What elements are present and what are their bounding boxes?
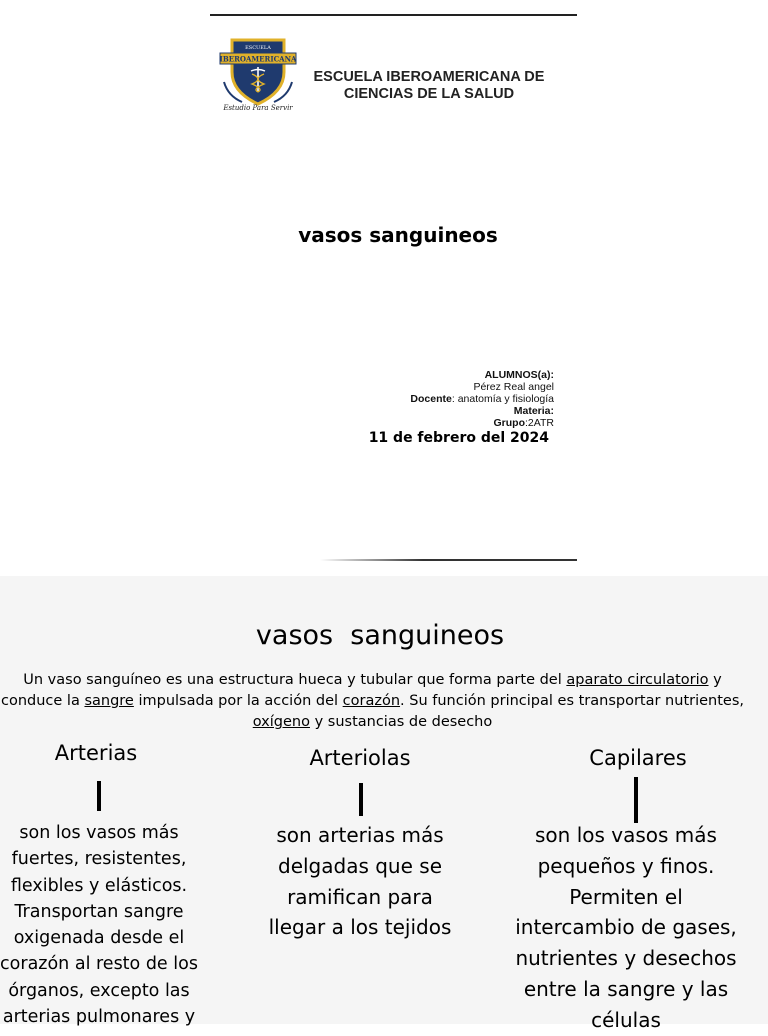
logo-banner-text: IBEROAMERICANA [219,54,297,64]
arteriolas-heading: Arteriolas [309,746,411,770]
intro-text-2: y conduce la [1,672,722,709]
school-name-line-2: CIENCIAS DE LA SALUD [343,86,515,102]
school-name [306,69,552,103]
link-sangre[interactable]: sangre [84,693,134,709]
arterias-heading: Arterias [54,741,138,765]
school-name-line-1: ESCUELA IBEROAMERICANA DE [313,69,545,85]
content-page [0,576,768,1032]
arteriolas-description: son arterias más delgadas que se ramifican para llegar a los tejidos [268,823,452,940]
teacher-label: Docente [410,393,452,405]
link-corazon[interactable]: corazón [342,693,401,709]
link-oxigeno[interactable]: oxígeno [252,714,310,730]
logo-ring-text: ESCUELA [245,45,271,51]
group-value: :2ATR [525,417,554,429]
capilares-connector [634,777,638,823]
intro-text-4: . Su función principal es transportar nutrientes, [400,693,744,709]
intro-paragraph [0,670,745,733]
intro-text-5: y sustancias de desecho [309,714,493,730]
student-info [410,369,554,429]
intro-text-1: Un vaso sanguíneo es una estructura hueca y tubular que forma parte del [23,672,567,688]
teacher-value: : anatomía y fisiología [451,393,554,405]
arterias-description: son los vasos más fuertes, resistentes, flexibles y elásticos. Transportan sangre oxigenada desde el corazón al resto de los órganos, excepto las arterias pulmonares y [0,823,198,1028]
bottom-divider [320,559,577,561]
top-divider [210,14,577,16]
cover-date: 11 de febrero del 2024 [368,430,549,446]
capilares-description: son los vasos más pequeños y finos. Permiten el intercambio de gases, nutrientes y desechos entre la sangre y las células [515,823,737,1032]
arterias-connector [97,781,101,811]
content-title: vasos sanguineos [255,620,505,651]
intro-text-3: impulsada por la acción del [133,693,343,709]
student-name: Pérez Real angel [473,381,554,393]
school-logo [218,34,298,112]
students-label: ALUMNOS(a): [484,369,554,381]
cover-title: vasos sanguineos [298,223,498,247]
link-aparato-circulatorio[interactable]: aparato circulatorio [566,672,709,688]
arteriolas-connector [359,783,363,816]
logo-motto: Estudio Para Servir [223,104,293,112]
group-label: Grupo [493,417,526,429]
capilares-heading: Capilares [589,746,687,770]
subject-label: Materia: [513,405,554,417]
